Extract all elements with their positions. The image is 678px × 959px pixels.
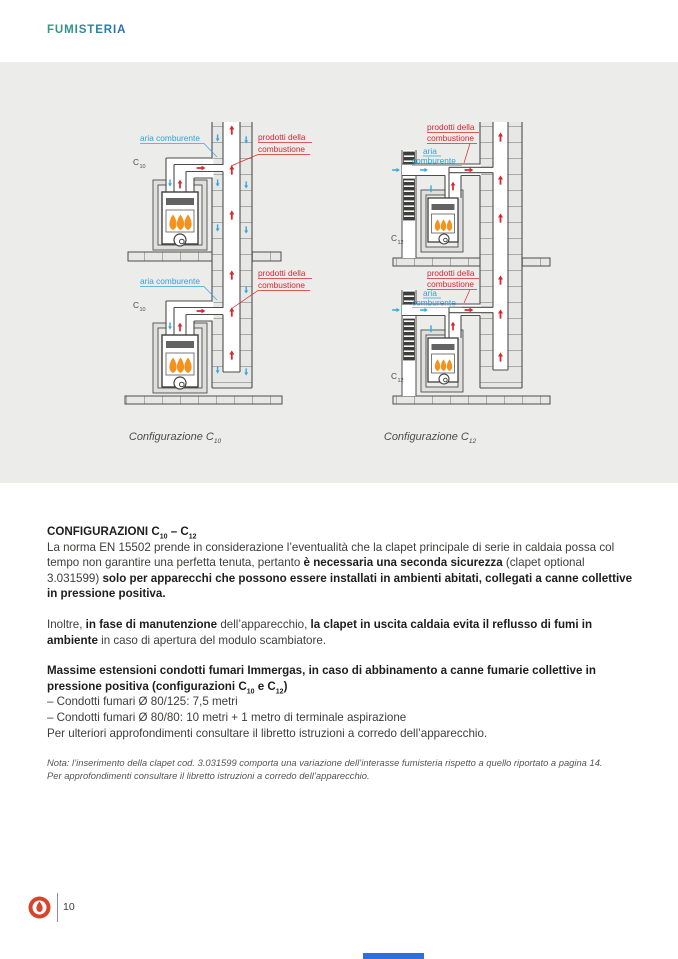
list-item-condotti-80-125: – Condotti fumari Ø 80/125: 7,5 metri	[47, 695, 238, 709]
flue-label: prodotti della	[258, 132, 306, 142]
air-label: aria	[423, 288, 437, 298]
bottom-accent-bar	[363, 953, 424, 959]
air-arrow-icon	[392, 168, 400, 172]
body-text	[47, 524, 635, 783]
flue-diagrams	[0, 62, 678, 483]
page-title: FUMISTERIA	[47, 24, 127, 36]
svg-text:combustione: combustione	[427, 279, 475, 289]
config-code: C	[133, 300, 139, 310]
svg-text:12: 12	[397, 240, 404, 246]
immergas-logo-icon	[27, 895, 52, 920]
svg-text:comburente: comburente	[412, 155, 456, 166]
caption-c10: Configurazione $C_{10}$	[128, 431, 222, 446]
svg-text:12: 12	[397, 378, 404, 384]
flue-label: prodotti della	[427, 122, 475, 132]
paragraph-approfondimenti: Per ulteriori approfondimenti consultare il libretto istruzioni a corredo dell’apparecchio.	[47, 726, 488, 740]
paragraph-estensioni-heading: Massime estensioni condotti fumari Immergas, in caso di abbinamento a canne fumarie collettive in pressione positiva (configurazioni $C_{10}$ e $C_{12}$)	[47, 664, 596, 696]
svg-text:10: 10	[139, 164, 146, 170]
air-label: aria comburente	[140, 133, 200, 143]
page-number: 10	[63, 901, 75, 913]
footnote-line-2: Per approfondimenti consultare il libretto istruzioni a corredo dell’apparecchio.	[47, 769, 370, 781]
air-label: aria	[423, 146, 437, 156]
paragraph-manutenzione: Inoltre, in fase di manutenzione dell’apparecchio, la clapet in uscita caldaia evita il reflusso di fumi in ambiente in caso di apertura del modulo scambiatore.	[47, 617, 593, 647]
config-code: C	[391, 233, 397, 243]
svg-text:combustione: combustione	[258, 280, 306, 290]
boiler-icon	[428, 338, 458, 384]
footnote-line-1: Nota: l’inserimento della clapet cod. 3.031599 comporta una variazione dell’interasse fumisteria rispetto a quello riportato a pagina 14.	[47, 757, 603, 769]
caption-c12: Configurazione $C_{12}$	[383, 431, 477, 446]
boiler-icon	[428, 198, 458, 244]
air-arrow-icon	[392, 308, 400, 312]
svg-text:combustione: combustione	[258, 144, 306, 154]
flue-label: prodotti della	[258, 268, 306, 278]
footer-divider	[57, 893, 58, 922]
flue-label: prodotti della	[427, 268, 475, 278]
section-heading: CONFIGURAZIONI $C_{10} - C_{12}$	[47, 525, 197, 541]
diagram-panel	[0, 62, 678, 483]
diagram-c12	[391, 122, 550, 404]
air-label: aria comburente	[140, 276, 200, 286]
collective-flue-shaft	[480, 122, 522, 388]
svg-text:comburente: comburente	[412, 297, 456, 308]
boiler-icon	[162, 192, 198, 246]
wall-grille-icon	[404, 179, 415, 220]
config-code: C	[391, 371, 397, 381]
footnote	[47, 757, 635, 783]
list-item-condotti-80-80: – Condotti fumari Ø 80/80: 10 metri + 1 metro di terminale aspirazione	[47, 710, 407, 724]
boiler-icon	[162, 335, 198, 389]
paragraph-norma: La norma EN 15502 prende in considerazione l’eventualità che la clapet principale di serie in caldaia possa col tempo non garantire una perfetta tenuta, pertanto è necessaria una seconda sicurezza (clapet optional 3.031599) solo per apparecchi che possono essere installati in ambienti abitati, collegati a canne collettive in pressione positiva.	[47, 540, 633, 601]
wall-grille-icon	[404, 319, 415, 360]
svg-text:10: 10	[139, 307, 146, 313]
diagram-c10	[125, 122, 312, 404]
config-code: C	[133, 157, 139, 167]
svg-text:combustione: combustione	[427, 133, 475, 143]
collective-flue-shaft	[212, 122, 252, 388]
boiler-room-upper	[392, 150, 494, 258]
